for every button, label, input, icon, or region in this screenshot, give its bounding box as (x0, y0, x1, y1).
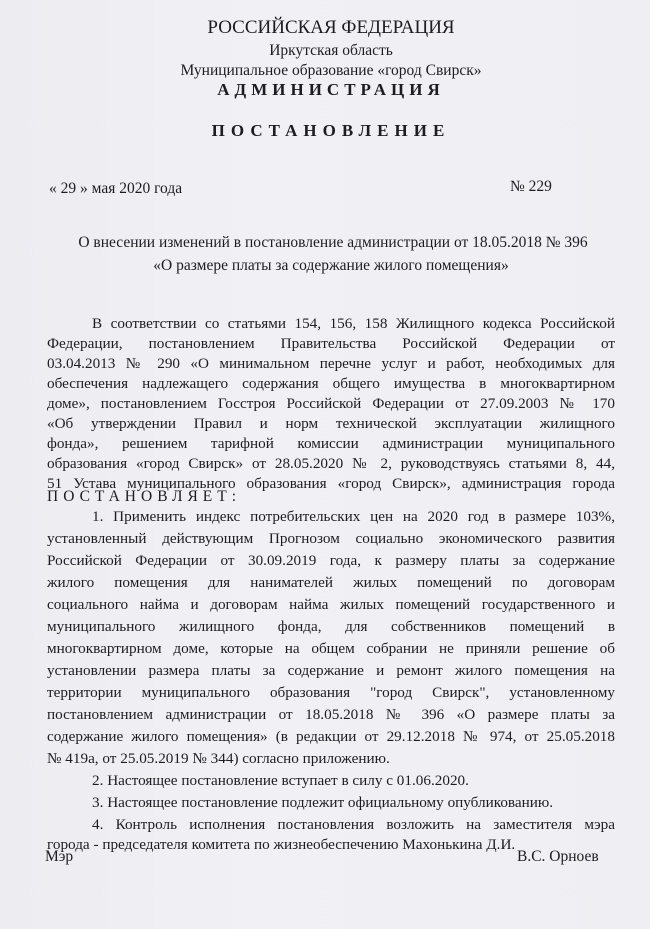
document-number: № 229 (510, 178, 552, 195)
body-line: фонда», решением тарифной комиссии администрации муниципального (47, 435, 615, 452)
document-date: « 29 » мая 2020 года (49, 180, 183, 197)
body-line: 51 Устава муниципального образования «город Свирск», администрация города (47, 475, 615, 492)
body-line: Российской Федерации от 30.09.2019 года, к размеру платы за содержание (47, 552, 615, 569)
subject-line-1: О внесении изменений в постановление администрации от 18.05.2018 № 396 (78, 234, 588, 251)
body-line: В соответствии со статьями 154, 156, 158 Жилищного кодекса Российской (92, 315, 615, 332)
body-line: Федерации, постановлением Правительства Российской Федерации от (47, 335, 615, 352)
header-region: Иркутская область (269, 42, 393, 59)
header-municipality: Муниципальное образование «город Свирск» (180, 62, 482, 79)
body-line: 1. Применить индекс потребительских цен на 2020 год в размере 103%, (92, 508, 615, 525)
body-line: муниципального жилищного фонда, для собственников помещений в (47, 618, 615, 635)
body-line: жилого помещения для нанимателей жилых помещений по договорам (47, 574, 615, 591)
body-line: 4. Контроль исполнения постановления возложить на заместителя мэра (92, 816, 615, 833)
body-line: города - председателя комитета по жизнеобеспечению Махонькина Д.И. (47, 836, 516, 853)
body-line: образования «город Свирск» от 28.05.2020 № 2, руководствуясь статьями 8, 44, (47, 455, 615, 472)
body-line: содержание жилого помещения» (в редакции от 29.12.2018 № 974, от 25.05.2018 (47, 728, 615, 745)
header-country: РОССИЙСКАЯ ФЕДЕРАЦИЯ (207, 17, 455, 38)
signatory-name: В.С. Орноев (517, 848, 599, 865)
resolution-keyword: ПОСТАНОВЛЯЕТ: (47, 488, 242, 505)
body-line: установленный действующим Прогнозом социально экономического развития (47, 530, 615, 547)
body-line: «Об утверждении Правил и норм технической эксплуатации жилищного (47, 415, 615, 432)
body-line: 03.04.2013 № 290 «О минимальном перечне услуг и работ, необходимых для (47, 355, 615, 372)
body-line: 2. Настоящее постановление вступает в силу с 01.06.2020. (92, 772, 469, 789)
body-line: территории муниципального образования "город Свирск", установленному (47, 684, 615, 701)
body-line: постановлением администрации от 18.05.2018 № 396 «О размере платы за (47, 706, 615, 723)
body-line: многоквартирном доме, которые на общем собрании не приняли решение об (47, 640, 615, 657)
body-line: 3. Настоящее постановление подлежит официальному опубликованию. (92, 794, 554, 811)
body-line: № 419а, от 25.05.2019 № 344) согласно приложению. (47, 750, 390, 767)
body-line: обеспечения надлежащего содержания общего имущества в многоквартирном (47, 375, 615, 392)
subject-line-2: «О размере платы за содержание жилого помещения» (153, 257, 509, 274)
header-administration: АДМИНИСТРАЦИЯ (217, 80, 445, 99)
body-line: установлении размера платы за содержание и ремонт жилого помещения на (47, 662, 615, 679)
signatory-position: Мэр (45, 848, 74, 865)
body-line: социального найма и договорам найма жилых помещений государственного и (47, 596, 615, 613)
body-line: доме», постановлением Госстроя Российской Федерации от 27.09.2003 № 170 (47, 395, 615, 412)
document-type: ПОСТАНОВЛЕНИЕ (211, 121, 451, 140)
